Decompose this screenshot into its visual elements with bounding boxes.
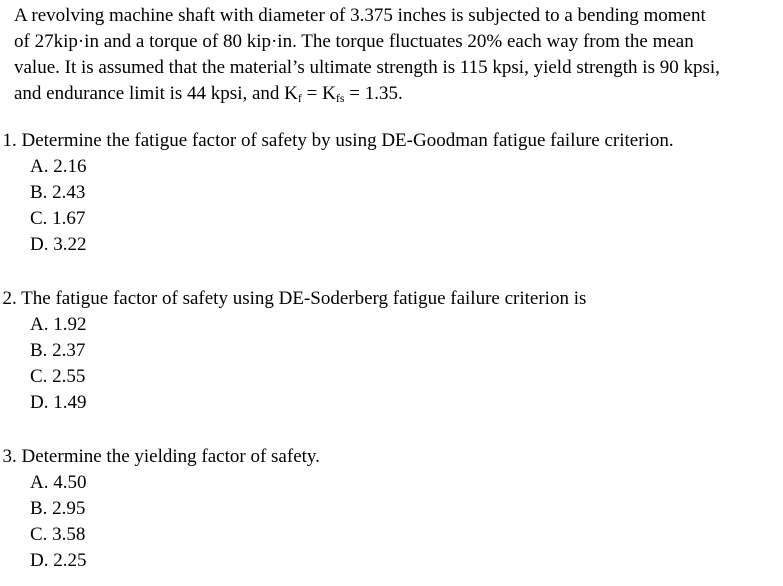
problem-line-4-mid: = K xyxy=(301,83,336,104)
question-3-option-d: D. 2.25 xyxy=(30,550,87,571)
question-1 xyxy=(0,128,783,258)
problem-line-4-prefix: and endurance limit is 44 kpsi, and K xyxy=(14,83,298,104)
question-2 xyxy=(0,286,783,416)
question-2-text: . The fatigue factor of safety using DE-Soderberg fatigue failure criterion is xyxy=(12,288,587,309)
problem-line-2: of 27kip·in and a torque of 80 kip·in. The torque fluctuates 20% each way from the mean xyxy=(14,31,694,52)
question-3 xyxy=(0,444,783,574)
question-1-option-a: A. 2.16 xyxy=(30,156,87,177)
problem-line-3: value. It is assumed that the material’s ultimate strength is 115 kpsi, yield strength is 90 kpsi, xyxy=(14,57,720,78)
question-2-option-c: C. 2.55 xyxy=(30,366,86,387)
question-1-prompt xyxy=(0,128,783,154)
problem-statement xyxy=(14,3,776,107)
problem-line-1: A revolving machine shaft with diameter of 3.375 inches is subjected to a bending moment xyxy=(14,5,706,26)
question-1-number: 1 xyxy=(2,130,12,151)
question-1-options xyxy=(0,154,783,258)
kf-subscript: f xyxy=(297,91,302,105)
kfs-subscript: fs xyxy=(335,91,345,105)
question-2-option-d: D. 1.49 xyxy=(30,392,87,413)
question-2-number: 2 xyxy=(2,288,12,309)
question-1-text: . Determine the fatigue factor of safety by using DE-Goodman fatigue failure criterion. xyxy=(12,130,674,151)
question-2-option-b: B. 2.37 xyxy=(30,340,86,361)
question-1-option-c: C. 1.67 xyxy=(30,208,86,229)
question-3-number: 3 xyxy=(2,446,12,467)
question-2-prompt xyxy=(0,286,783,312)
problem-line-4-suffix: = 1.35. xyxy=(344,83,403,104)
question-3-options xyxy=(0,470,783,574)
question-1-option-d: D. 3.22 xyxy=(30,234,87,255)
question-3-option-a: A. 4.50 xyxy=(30,472,87,493)
question-3-option-b: B. 2.95 xyxy=(30,498,86,519)
question-2-option-a: A. 1.92 xyxy=(30,314,87,335)
problem-line-4 xyxy=(14,81,776,107)
question-3-text: . Determine the yielding factor of safety. xyxy=(12,446,320,467)
question-3-option-c: C. 3.58 xyxy=(30,524,86,545)
question-3-prompt xyxy=(0,444,783,470)
question-1-option-b: B. 2.43 xyxy=(30,182,86,203)
question-2-options xyxy=(0,312,783,416)
